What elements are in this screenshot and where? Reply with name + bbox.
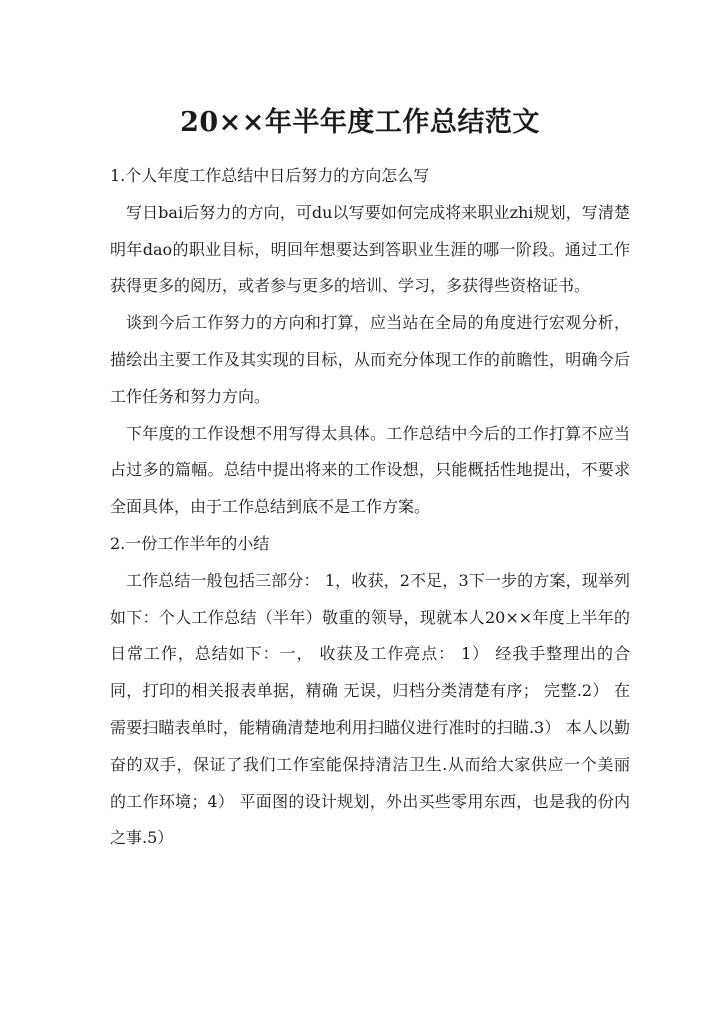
section-heading: 1.个人年度工作总结中日后努力的方向怎么写: [110, 166, 430, 185]
paragraph: 谈到今后工作努力的方向和打算，应当站在全局的角度进行宏观分析，描绘出主要工作及其实现的目标，从而充分体现工作的前瞻性，明确今后工作任务和努力方向。: [110, 313, 630, 406]
document-body: [110, 158, 630, 857]
paragraph: 写日bai后努力的方向，可du以写要如何完成将来职业zhi规划，写清楚明年dao的职业目标，明回年想要达到答职业生涯的哪一阶段。通过工作获得更多的阅历，或者参与更多的培训、学习，多获得些资格证书。: [110, 202, 630, 296]
section-2: [110, 526, 630, 857]
section-1: [110, 158, 630, 526]
paragraph: 下年度的工作设想不用写得太具体。工作总结中今后的工作打算不应当占过多的篇幅。总结中提出将来的工作设想，只能概括性地提出，不要求全面具体，由于工作总结到底不是工作方案。: [110, 423, 630, 517]
document-title: 20××年半年度工作总结范文: [180, 107, 540, 138]
section-heading: 2.一份工作半年的小结: [110, 533, 270, 553]
paragraph: 工作总结一般包括三部分： 1，收获，2不足，3下一步的方案，现举列如下：个人工作总结（半年）敬重的领导，现就本人20××年度上半年的日常工作，总结如下：一， 收获及工作亮点： 1） 经我手整理出的合同，打印的相关报表单据，精确 无误，归档分类清楚有序； 完整.2） 在需要扫瞄表单时，能精确清楚地利用扫瞄仪进行准时的扫瞄.3） 本人以勤奋的双手，保证了我们工作室能保持清洁卫生.从而给大家供应一个美丽 的工作环境；4） 平面图的设计规划，外出买些零用东西，也是我的份内之事.5）: [110, 570, 630, 848]
